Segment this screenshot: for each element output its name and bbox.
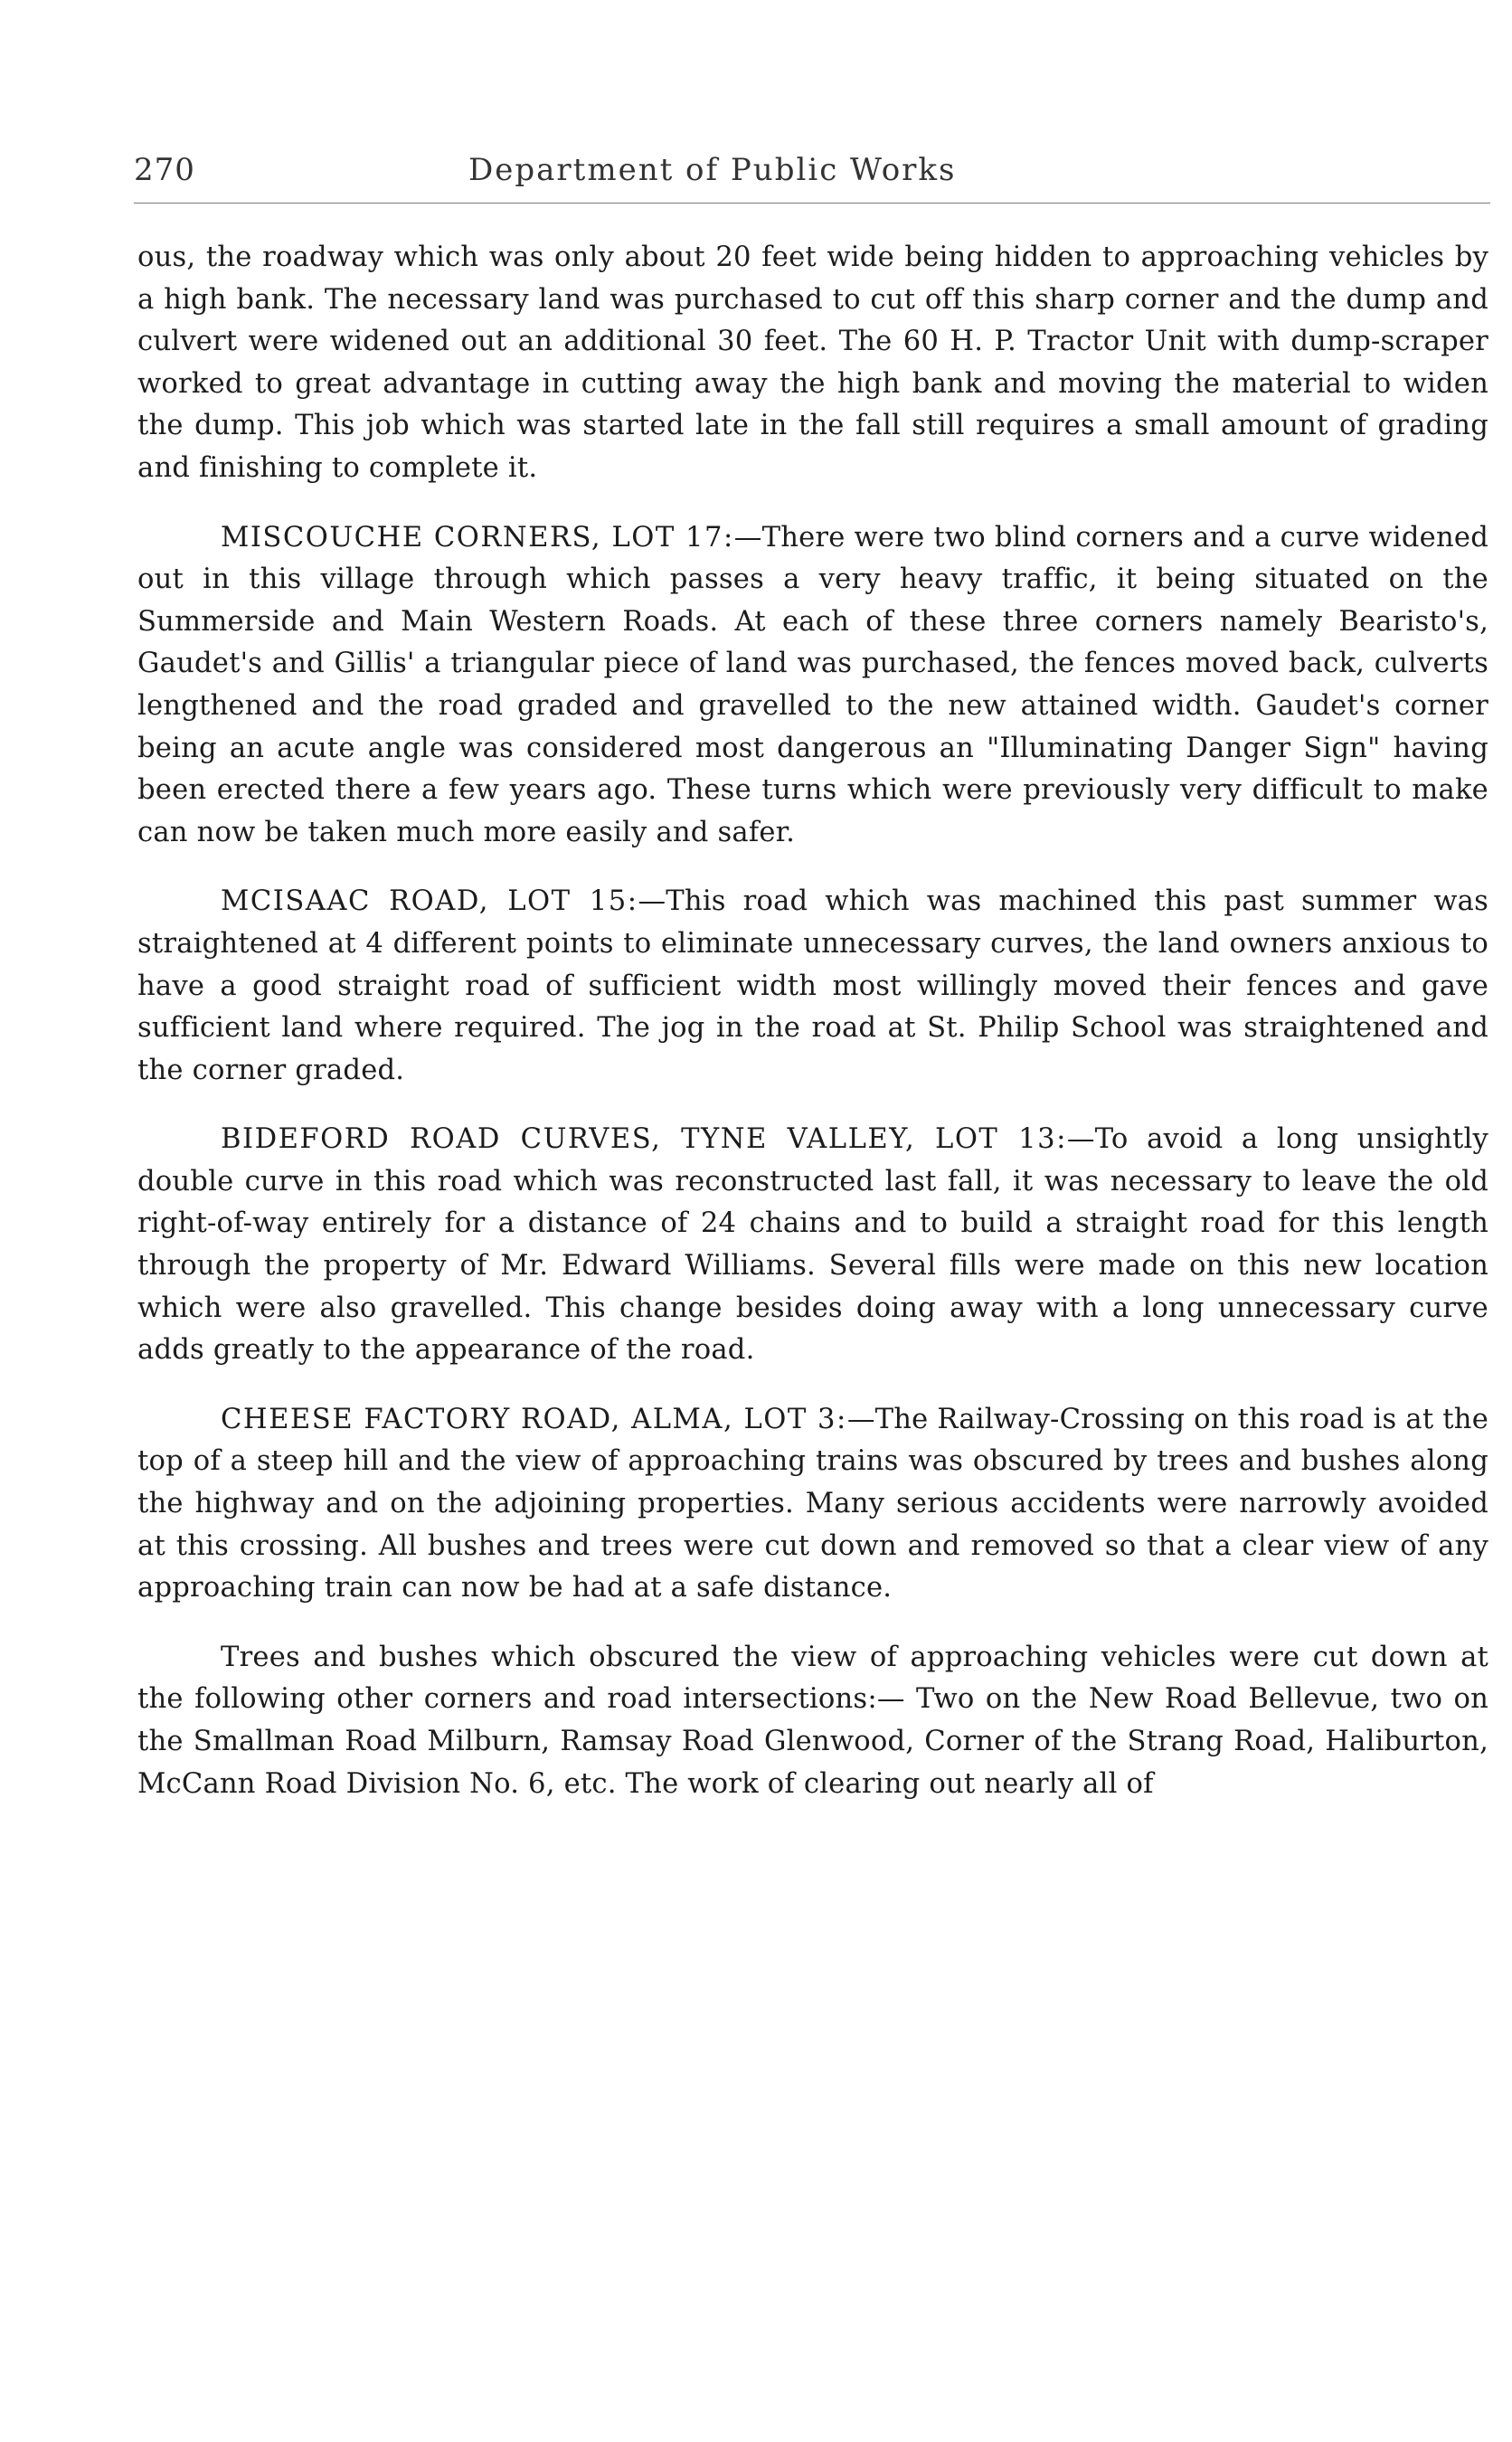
paragraph-miscouche-corners xyxy=(137,517,1488,855)
section-heading: CHEESE FACTORY ROAD, ALMA, LOT 3: xyxy=(221,1403,847,1435)
paragraph-text: Trees and bushes which obscured the view of approaching vehicles were cut down at the following other corners and road intersections:— Two on the New Road Bellevue, two on the Smallman Road Milburn, Ramsay Road Glenwood, Corner of the Strang Road, Haliburton, McCann Road Division No. 6, etc. The work of clearing out nearly all of xyxy=(137,1641,1488,1800)
paragraph-bideford-road xyxy=(137,1119,1488,1372)
section-heading: MISCOUCHE CORNERS, LOT 17: xyxy=(221,521,734,554)
paragraph-text: —The Railway-Crossing on this road is at the top of a steep hill and the view of approaching trains was obscured by trees and bushes along the highway and on the adjoining properties. Many serious accidents were narrowly avoided at this crossing. All bushes and trees were cut down and removed so that a clear view of any approaching train can now be had at a safe distance. xyxy=(137,1403,1489,1604)
header-rule xyxy=(134,203,1490,204)
body-text xyxy=(137,237,1488,1832)
running-header xyxy=(134,152,1490,197)
paragraph-text: —There were two blind corners and a curve widened out in this village through which passes a very heavy traffic, it being situated on the Summerside and Main Western Roads. At each of these three corners namely Bearisto's, Gaudet's and Gillis' a triangular piece of land was purchased, the fences moved back, culverts lengthened and the road graded and gravelled to the new attained width. Gaudet's corner being an acute angle was considered most dangerous an "Illuminating Danger Sign" having been erected there a few years ago. These turns which were previously very difficult to make can now be taken much more easily and safer. xyxy=(137,521,1488,848)
paragraph-text: —To avoid a long unsightly double curve in this road which was reconstructed last fall, it was necessary to leave the old right-of-way entirely for a distance of 24 chains and to build a straight road for this length through the property of Mr. Edward Williams. Several fills were made on this new location which were also gravelled. This change besides doing away with a long unnecessary curve adds greatly to the appearance of the road. xyxy=(137,1123,1489,1367)
paragraph-mcisaac-road xyxy=(137,881,1488,1092)
paragraph-continuation xyxy=(137,237,1488,490)
paragraph-cheese-factory-road xyxy=(137,1399,1488,1610)
running-title: Department of Public Works xyxy=(468,152,957,188)
section-heading: BIDEFORD ROAD CURVES, TYNE VALLEY, LOT 13: xyxy=(221,1123,1067,1156)
paragraph-trees-and-bushes xyxy=(137,1637,1488,1805)
section-heading: MCISAAC ROAD, LOT 15: xyxy=(221,885,638,918)
paragraph-text: ous, the roadway which was only about 20 feet wide being hidden to approaching vehicles by a high bank. The necessary land was purchased to cut off this sharp corner and the dump and culvert were widened out an additional 30 feet. The 60 H. P. Tractor Unit with dump-scraper worked to great advantage in cutting away the high bank and moving the material to widen the dump. This job which was started late in the fall still requires a small amount of grading and finishing to complete it. xyxy=(137,241,1488,484)
page-number: 270 xyxy=(134,152,195,188)
paragraph-text: —This road which was machined this past summer was straightened at 4 different points to eliminate unnecessary curves, the land owners anxious to have a good straight road of sufficient width most willingly moved their fences and gave sufficient land where required. The jog in the road at St. Philip School was straightened and the corner graded. xyxy=(137,885,1488,1086)
